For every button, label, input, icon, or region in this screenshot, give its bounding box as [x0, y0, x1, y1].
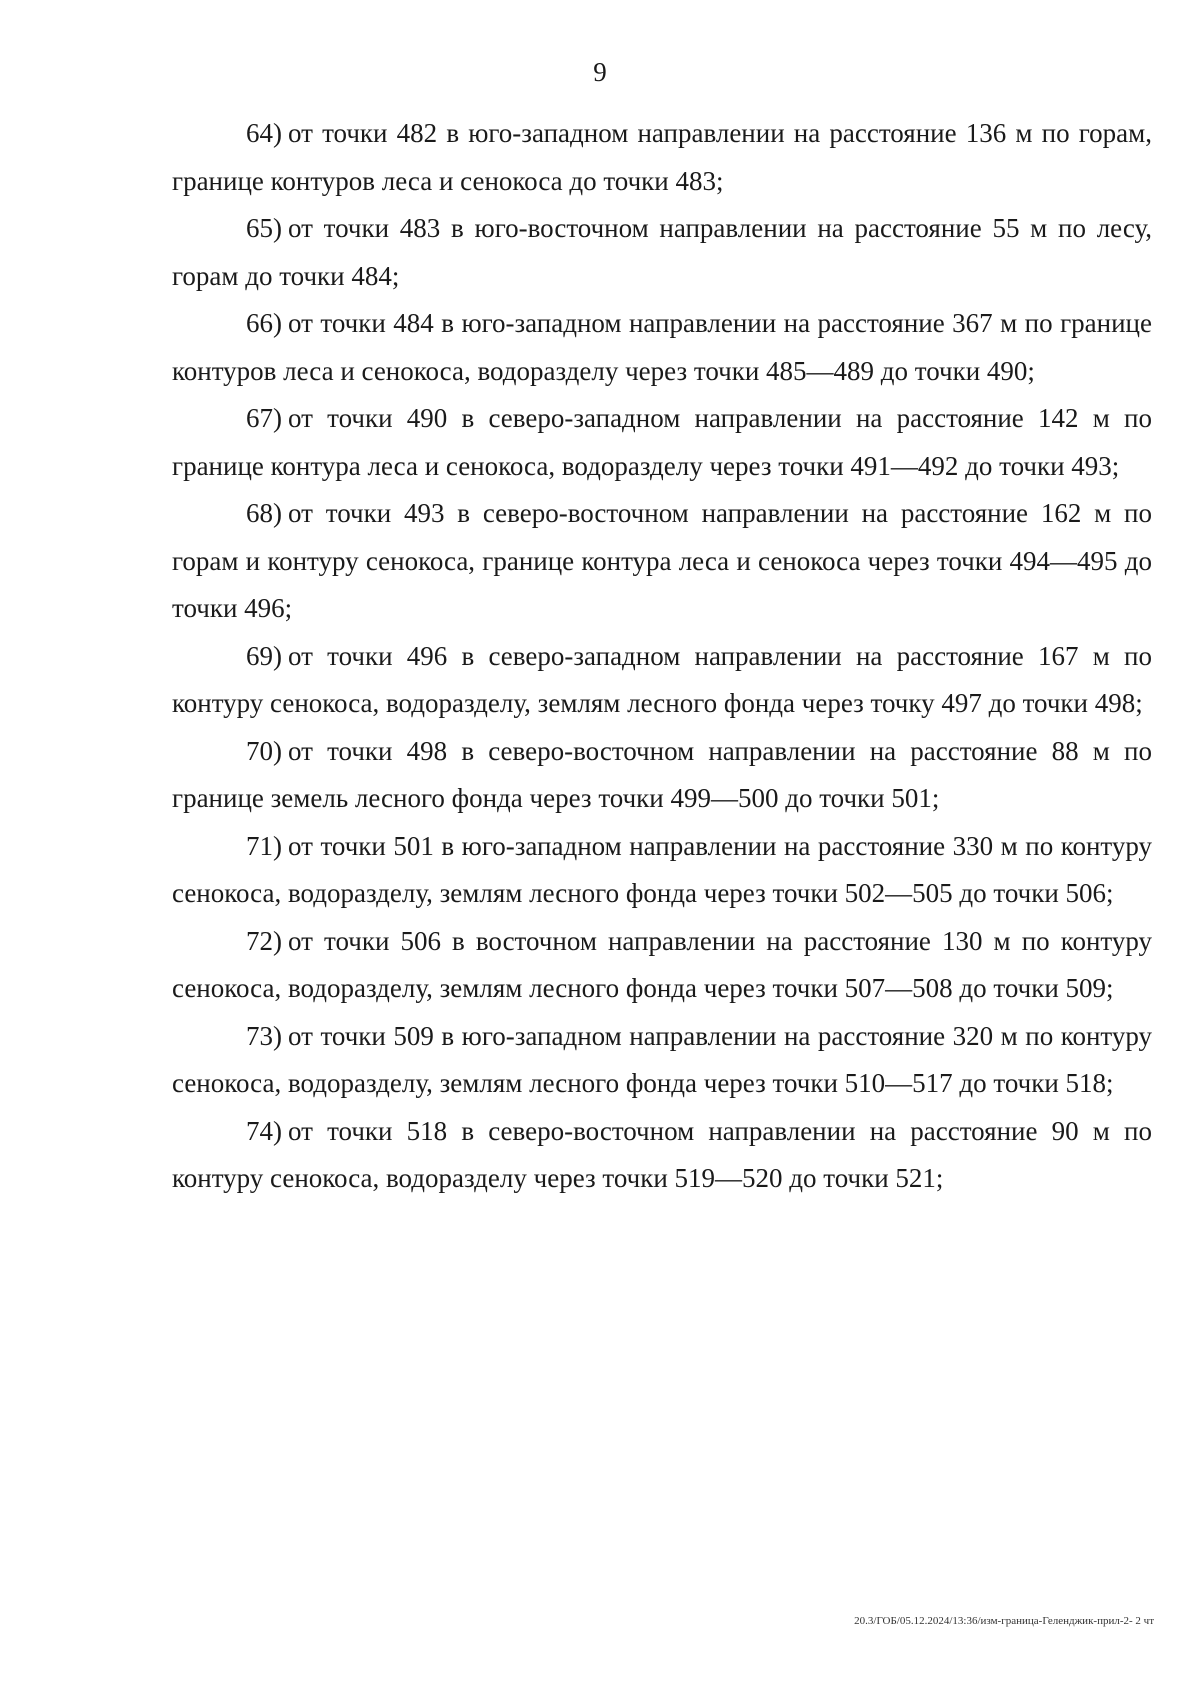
item-text: от точки 493 в северо-восточном направлении на расстояние 162 м по горам и контуру сенокоса, границе контура леса и сенокоса через точки 494—495 до точки 496; — [172, 498, 1152, 623]
list-item — [172, 823, 1152, 918]
item-text: от точки 501 в юго-западном направлении на расстояние 330 м по контуру сенокоса, водоразделу, землям лесного фонда через точки 502—505 до точки 506; — [172, 830, 1152, 908]
list-item — [172, 110, 1152, 205]
item-text: от точки 496 в северо-западном направлении на расстояние 167 м по контуру сенокоса, водоразделу, землям лесного фонда через точку 497 до точки 498; — [172, 640, 1152, 718]
item-number: 67) — [246, 403, 282, 433]
document-footer-reference: 20.3/ГОБ/05.12.2024/13:36/изм-граница-Геленджик-прил-2- 2 чт — [854, 1615, 1154, 1627]
item-text: от точки 506 в восточном направлении на расстояние 130 м по контуру сенокоса, водоразделу, землям лесного фонда через точки 507—508 до точки 509; — [172, 925, 1152, 1003]
item-text: от точки 483 в юго-восточном направлении на расстояние 55 м по лесу, горам до точки 484; — [172, 213, 1152, 291]
page-number: 9 — [593, 57, 607, 87]
list-item — [172, 1013, 1152, 1108]
item-number: 74) — [246, 1115, 282, 1146]
item-number: 73) — [246, 1020, 282, 1051]
item-text: от точки 498 в северо-восточном направлении на расстояние 88 м по границе земель лесного фонда через точки 499—500 до точки 501; — [172, 735, 1152, 813]
list-item — [172, 918, 1152, 1013]
list-item — [172, 395, 1152, 490]
item-text: от точки 482 в юго-западном направлении на расстояние 136 м по горам, границе контуров леса и сенокоса до точки 483; — [172, 118, 1152, 196]
list-item — [172, 1108, 1152, 1203]
item-number: 69) — [246, 640, 282, 671]
list-item — [172, 300, 1152, 395]
list-item — [172, 728, 1152, 823]
item-number: 66) — [246, 308, 282, 338]
item-number: 70) — [246, 735, 282, 766]
item-text: от точки 509 в юго-западном направлении на расстояние 320 м по контуру сенокоса, водоразделу, землям лесного фонда через точки 510—517 до точки 518; — [172, 1020, 1152, 1098]
item-number: 64) — [246, 118, 282, 148]
boundary-description-list — [172, 110, 1152, 1203]
list-item — [172, 205, 1152, 300]
item-number: 72) — [246, 925, 282, 956]
item-number: 68) — [246, 498, 282, 528]
list-item — [172, 490, 1152, 633]
list-item — [172, 633, 1152, 728]
item-number: 65) — [246, 213, 282, 243]
item-number: 71) — [246, 830, 282, 861]
item-text: от точки 490 в северо-западном направлении на расстояние 142 м по границе контура леса и сенокоса, водоразделу через точки 491—492 до точки 493; — [172, 403, 1152, 481]
item-text: от точки 484 в юго-западном направлении на расстояние 367 м по границе контуров леса и сенокоса, водоразделу через точки 485—489 до точки 490; — [172, 308, 1152, 386]
item-text: от точки 518 в северо-восточном направлении на расстояние 90 м по контуру сенокоса, водоразделу через точки 519—520 до точки 521; — [172, 1115, 1152, 1193]
